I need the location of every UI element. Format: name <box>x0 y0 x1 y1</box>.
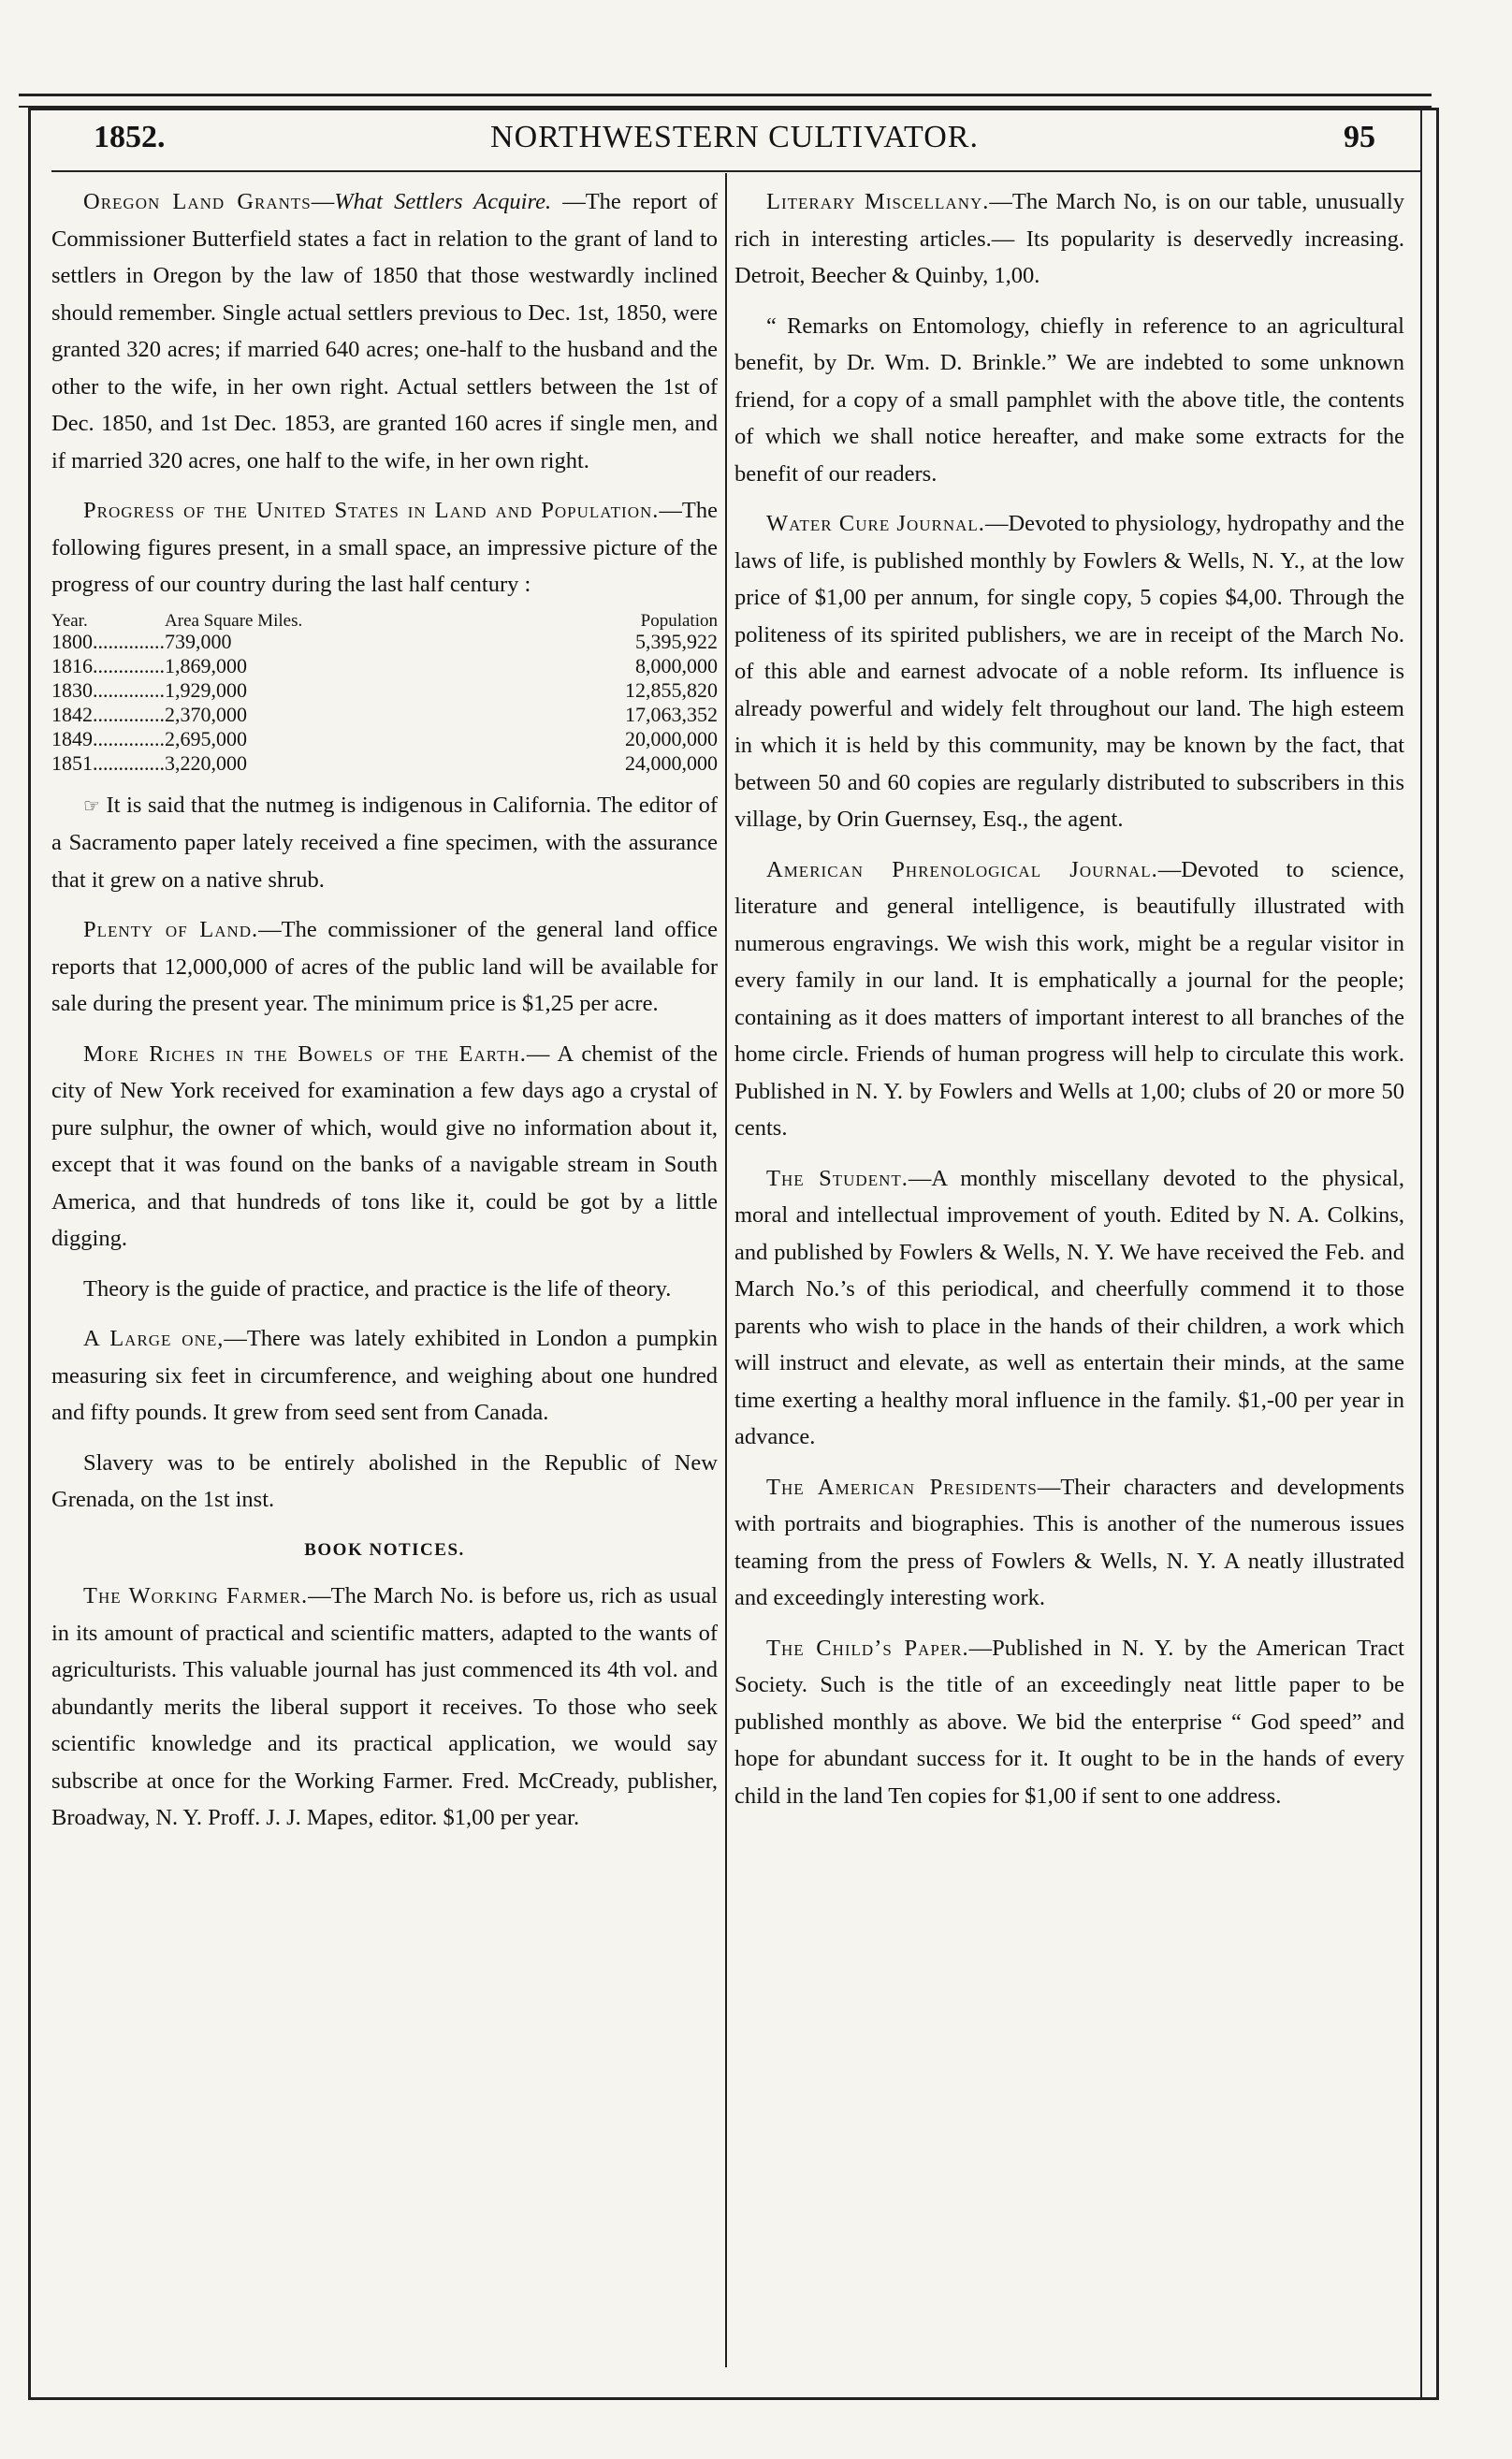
header-rule <box>51 170 1422 172</box>
header-title: NORTHWESTERN CULTIVATOR. <box>490 120 979 154</box>
article-body: —There was lately exhibited in London a pumpkin measuring six feet in circumference, and weighing about one hundred and fifty pounds. It grew from seed sent from Canada. <box>51 1326 718 1425</box>
article-heading: Oregon Land Grants <box>83 189 312 214</box>
pointing-hand-icon: ☞ <box>83 793 100 817</box>
table-row <box>51 654 718 678</box>
article-body: —The following figures present, in a small space, an impressive picture of the progress of our country during the last half century : <box>51 498 718 597</box>
article-working-farmer <box>51 1578 718 1837</box>
article-water-cure-journal <box>734 505 1404 838</box>
article-progress-united-states <box>51 492 718 604</box>
article-the-student <box>734 1160 1404 1456</box>
table-cell-area: 1,929,000 <box>165 677 248 702</box>
article-plenty-of-land <box>51 911 718 1023</box>
article-body: —A monthly miscellany devoted to the physical, moral and intellectual improvement of youth. Edited by N. A. Colkins, and published by Fowlers & Wells, N. Y. We have received the Feb. and March No.’s of this periodical, and cheerfully commend it to those parents who wish to place in the hands of their children, a work which will instruct and elevate, as well as entertain their minds, at the same time exerting a healthy moral influence in the family. $1,-00 per year in advance. <box>734 1165 1404 1449</box>
table-cell-area: 3,220,000 <box>165 750 248 775</box>
page-header <box>94 120 1375 172</box>
article-entomology: “ Remarks on Entomology, chiefly in reference to an agricultural benefit, by Dr. Wm. D. Brinkle.” We are indebted to some unknown friend, for a copy of a small pamphlet with the above title, the contents of which we shall notice hereafter, and make some extracts for the benefit of our readers. <box>734 313 1404 487</box>
table-cell-year: 1851.............. <box>51 750 165 775</box>
table-header-area: Area Square Miles. <box>165 610 303 631</box>
article-body: —The March No, is on our table, unusually rich in interesting articles.— Its popularity is deservedly increasing. Detroit, Beecher & Quinby, 1,00. <box>734 189 1405 288</box>
table-row <box>51 678 718 703</box>
article-body: —The commissioner of the general land office reports that 12,000,000 of acres of the public land will be available for sale during the present year. The minimum price is $1,25 per acre. <box>51 917 718 1016</box>
article-body: —Devoted to physiology, hydropathy and the laws of life, is published monthly by Fowlers & Wells, N. Y., at the low price of $1,00 per annum, for single copy, 5 copies $4,00. Through the politeness of its spirited publishers, we are in receipt of the March No. of this able and earnest advocate of a noble reform. Its influence is already powerful and widely felt throughout our land. The high esteem in which it is held by this community, may be known by the fact, that between 50 and 60 copies are regularly distributed to subscribers in this village, by Orin Guernsey, Esq., the agent. <box>734 511 1404 832</box>
article-body: —Their characters and developments with portraits and biographies. This is another of the numerous issues teaming from the press of Fowlers & Wells, N. Y. A neatly illustrated and exceedingly interesting work. <box>734 1474 1404 1610</box>
table-row <box>51 751 718 776</box>
table-cell-population: 24,000,000 <box>625 750 718 775</box>
article-body: —The report of Commissioner Butterfield states a fact in relation to the grant of land to settlers in Oregon by the law of 1850 that those westwardly inclined should remember. Single actual settlers previous to Dec. 1st, 1850, were granted 320 acres; if married 640 acres; one-half to the husband and the other to the wife, in her own right. Actual settlers between the 1st of Dec. 1850, and 1st Dec. 1853, are granted 160 acres if single men, and if married 320 acres, one half to the wife, in her own right. <box>51 189 718 473</box>
table-row <box>51 630 718 654</box>
table-cell-year: 1842.............. <box>51 702 165 726</box>
article-heading: Literary Miscellany. <box>766 189 990 214</box>
article-body: —Devoted to science, literature and general intelligence, is beautifully illustrated with numerous engravings. We wish this work, might be a regular visitor in every family in our land. It is emphatically a journal for the people; containing as it does matters of important interest to all branches of the home circle. Friends of human progress will help to circulate this work. Published in N. Y. by Fowlers and Wells at 1,00; clubs of 20 or more 50 cents. <box>734 856 1404 1141</box>
table-cell-area: 1,869,000 <box>165 653 248 677</box>
article-slavery: Slavery was to be entirely abolished in the Republic of New Grenada, on the 1st inst. <box>51 1449 718 1512</box>
table-cell-population: 17,063,352 <box>625 702 718 726</box>
table-header-year: Year. <box>51 610 88 631</box>
article-more-riches <box>51 1036 718 1258</box>
article-heading: A Large one, <box>83 1326 225 1351</box>
article-oregon-land-grants: Oregon Land Grants—What Settlers Acquire. —The report of Commissioner Butterfield states a fact in relation to the grant of land to settlers in Oregon by the law of 1850 that those westwardly inclined should remember. Single actual settlers previous to Dec. 1st, 1850, were granted 320 acres; if married 640 acres; one-half to the husband and the other to the wife, in her own right. Actual settlers between the 1st of Dec. 1850, and 1st Dec. 1853, are granted 160 acres if single men, and if married 320 acres, one half to the wife, in her own right. <box>51 189 718 473</box>
section-heading-book-notices: BOOK NOTICES. <box>304 1539 465 1560</box>
article-theory: Theory is the guide of practice, and practice is the life of theory. <box>83 1275 672 1302</box>
top-border-rule <box>19 94 1432 108</box>
article-large-pumpkin <box>51 1320 718 1432</box>
table-cell-year: 1800.............. <box>51 629 165 653</box>
article-heading: Progress of the United States in Land and Population. <box>83 498 660 523</box>
article-body: —The March No. is before us, rich as usual in its amount of practical and scientific matters, adapted to the wants of agriculturists. This valuable journal has just commenced its 4th vol. and abundantly merits the liberal support it receives. To those who seek scientific knowledge and its practical application, we would say subscribe at once for the Working Farmer. Fred. McCready, publisher, Broadway, N. Y. Proff. J. J. Mapes, editor. $1,00 per year. <box>51 1583 718 1830</box>
table-cell-year: 1816.............. <box>51 653 165 677</box>
article-body: — A chemist of the city of New York received for examination a few days ago a crystal of pure sulphur, the owner of which, would give no information about it, except that it was found on the banks of a navigable stream in South America, and that hundreds of tons like it, could be got by a little digging. <box>51 1040 718 1251</box>
left-column <box>51 183 718 1850</box>
table-cell-area: 2,370,000 <box>165 702 248 726</box>
table-cell-population: 5,395,922 <box>635 629 718 653</box>
table-row <box>51 703 718 727</box>
land-population-table <box>51 610 718 776</box>
article-subheading: What Settlers Acquire. <box>334 189 552 214</box>
header-year: 1852. <box>94 120 166 154</box>
table-cell-population: 8,000,000 <box>635 653 718 677</box>
table-cell-year: 1830.............. <box>51 677 165 702</box>
column-divider <box>725 173 727 2367</box>
article-heading: American Phrenological Journal. <box>766 856 1158 882</box>
article-heading: Plenty of Land. <box>83 917 259 942</box>
article-heading: The American Presidents <box>766 1474 1038 1500</box>
article-heading: Water Cure Journal. <box>766 511 985 536</box>
header-page-number: 95 <box>1344 120 1375 154</box>
article-american-presidents <box>734 1469 1404 1617</box>
article-heading: The Child’s Paper. <box>766 1635 969 1661</box>
article-heading: The Working Farmer. <box>83 1583 309 1608</box>
frame-right-rule <box>1420 108 1430 2400</box>
table-cell-area: 739,000 <box>165 629 232 653</box>
table-header-row <box>51 613 718 630</box>
table-row <box>51 727 718 751</box>
article-heading: More Riches in the Bowels of the Earth. <box>83 1040 527 1067</box>
article-childs-paper <box>734 1630 1404 1815</box>
article-phrenological-journal <box>734 851 1404 1147</box>
right-column <box>734 183 1404 1827</box>
article-body: —Published in N. Y. by the American Tract Society. Such is the title of an exceedingly neat little paper to be published monthly as above. We bid the enterprise “ God speed” and hope for abundant success for it. It ought to be in the hands of every child in the land Ten copies for $1,00 if sent to one address. <box>734 1635 1404 1809</box>
table-cell-population: 20,000,000 <box>625 726 718 750</box>
table-header-population: Population <box>640 610 718 631</box>
article-heading: The Student. <box>766 1165 909 1191</box>
table-cell-area: 2,695,000 <box>165 726 248 750</box>
article-literary-miscellany <box>734 183 1404 295</box>
table-cell-year: 1849.............. <box>51 726 165 750</box>
article-nutmeg <box>51 787 718 899</box>
article-body: It is said that the nutmeg is indigenous in California. The editor of a Sacramento paper lately received a fine specimen, with the assurance that it grew on a native shrub. <box>51 792 719 893</box>
table-cell-population: 12,855,820 <box>625 677 718 702</box>
